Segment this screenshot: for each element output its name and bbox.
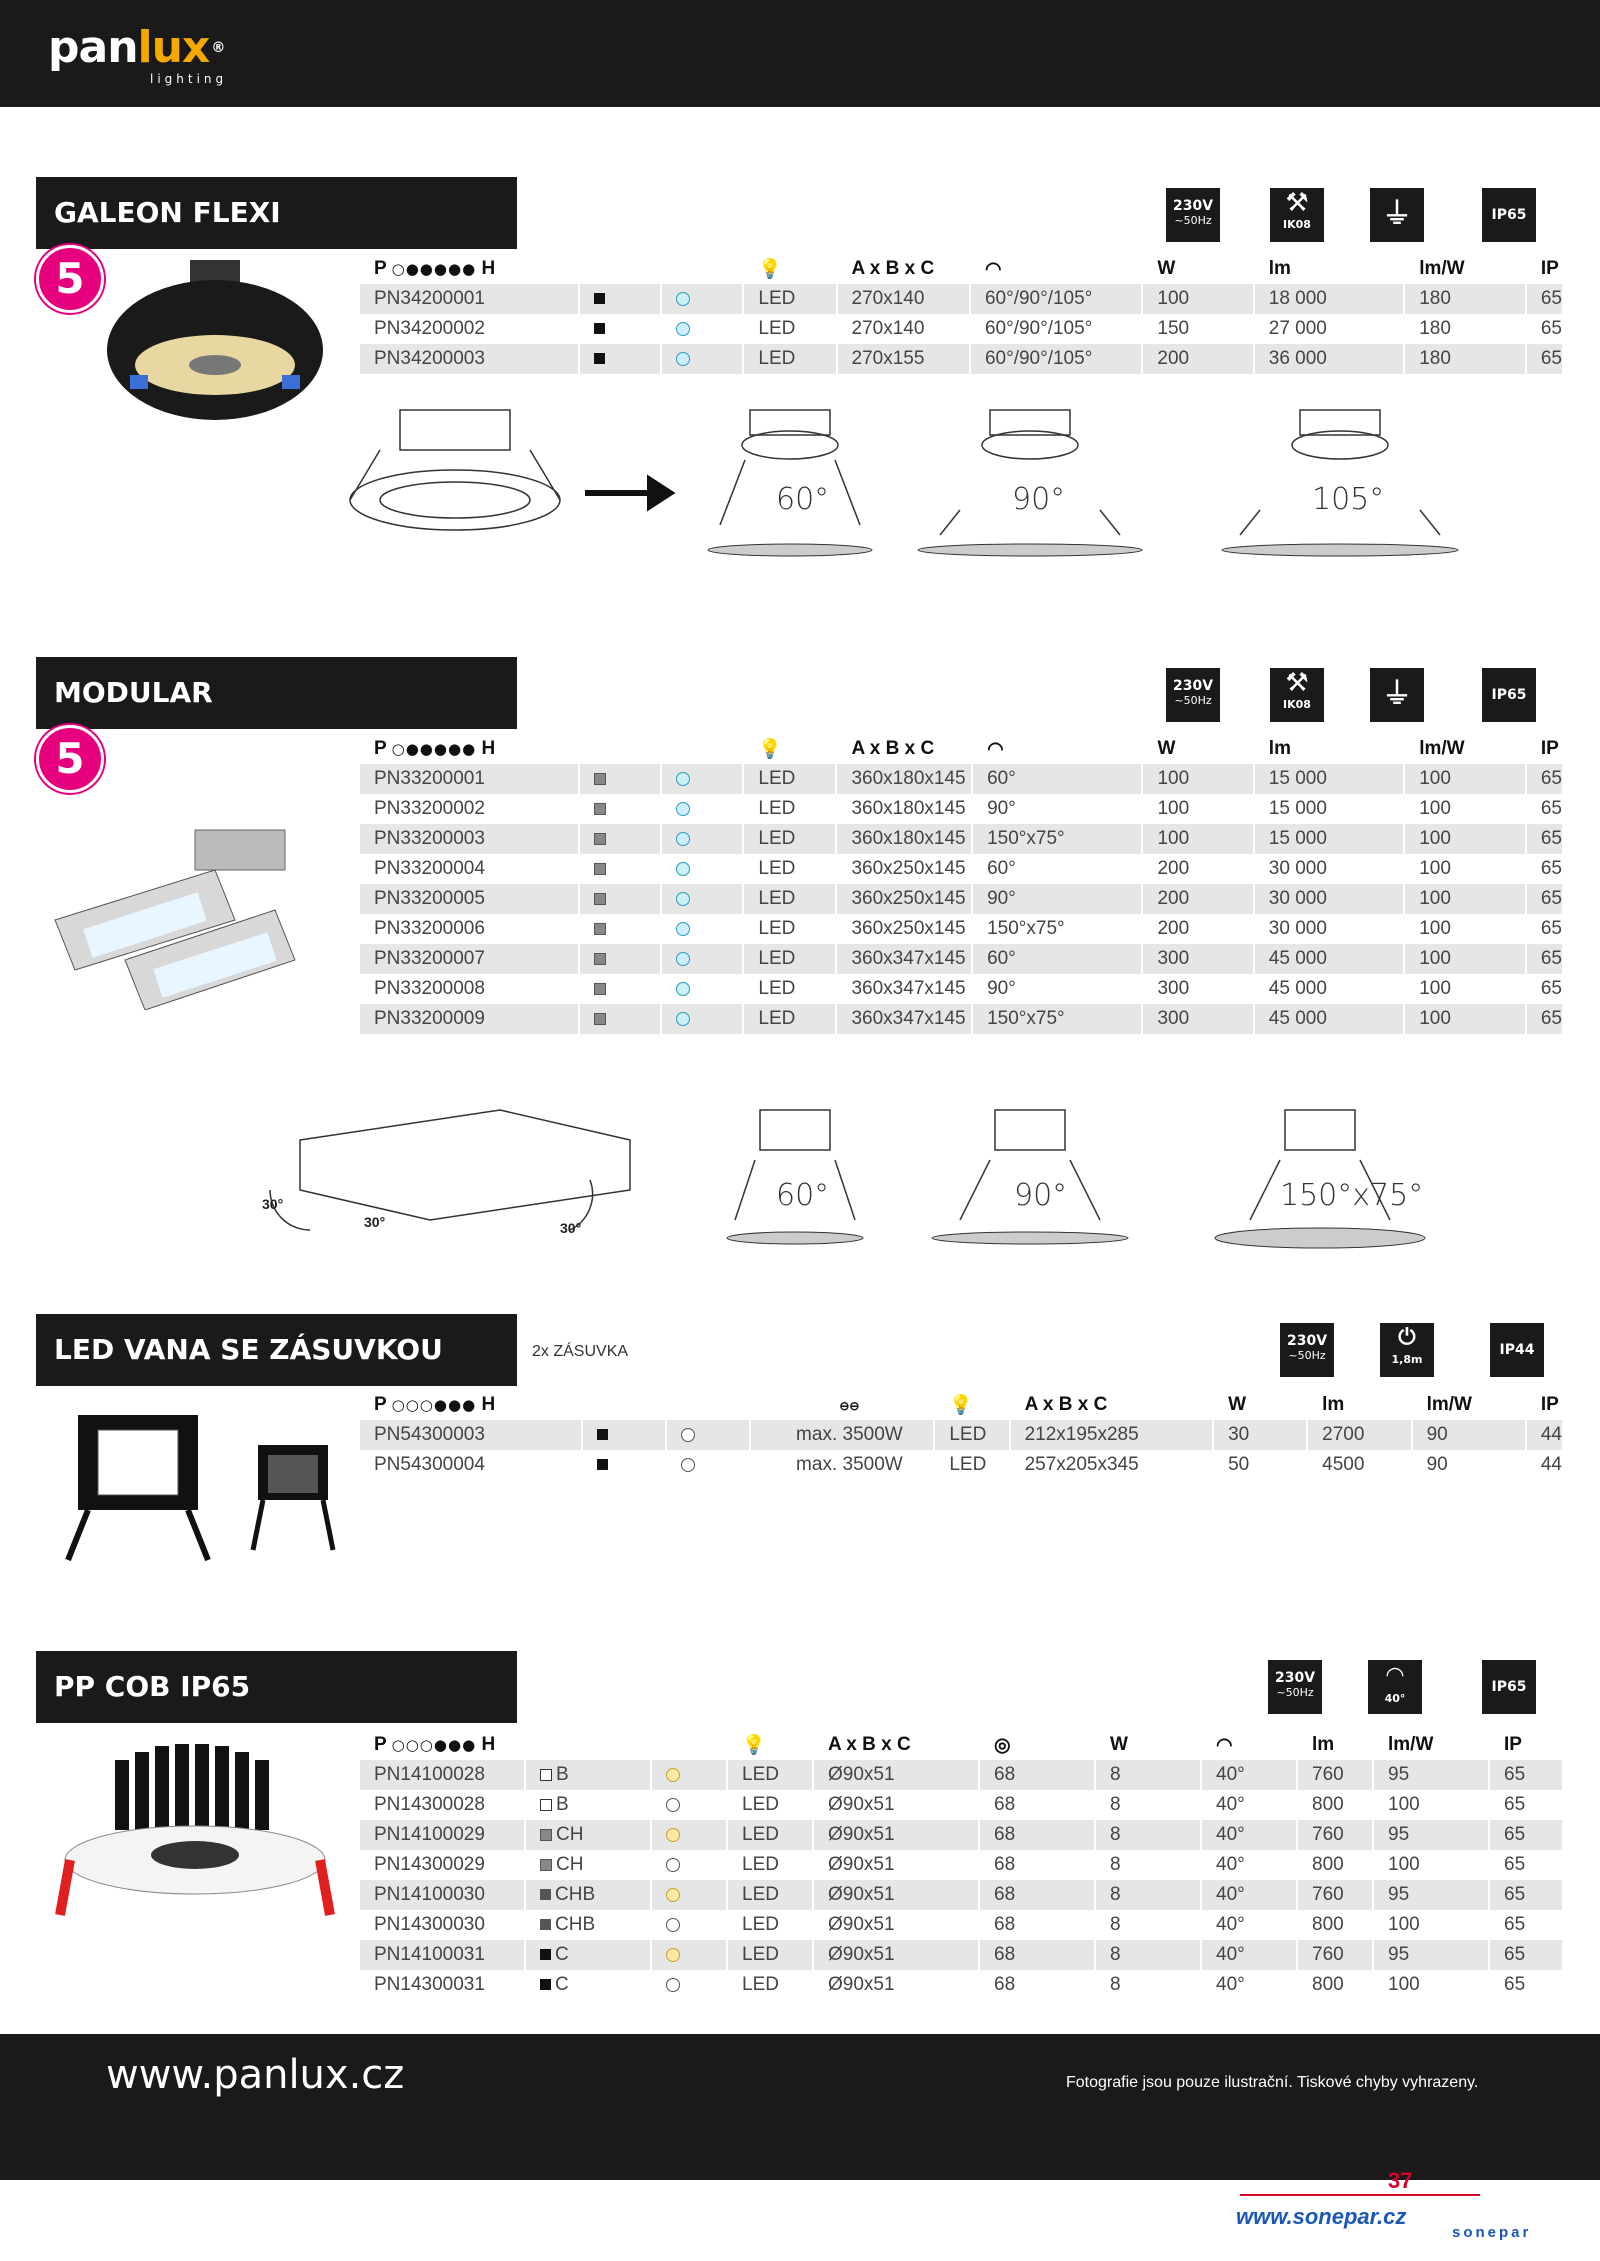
color-square: [594, 863, 606, 875]
color-square: [594, 953, 606, 965]
table-row: PN33200004 LED 360x250x145 60° 200 30 000 100 65: [359, 854, 1562, 884]
temp-scale-icon: ○○○●●●: [391, 1396, 477, 1414]
warranty-badge: 5: [36, 245, 104, 313]
temp-scale-icon: ○●●●●●: [391, 740, 477, 758]
cable-icon: ⏻ 1,8m: [1380, 1323, 1434, 1377]
table-header: P ○○○●●● H 💡 A x B x C ◎ W ◠ lm lm/W IP: [359, 1730, 1562, 1760]
rotation-label: 30°: [364, 1214, 386, 1230]
page-number-line: [1240, 2194, 1480, 2196]
table-row: PN33200005 LED 360x250x145 90° 200 30 000 100 65: [359, 884, 1562, 914]
table-row: PN14100029 CH LED Ø90x51 68 8 40° 760 95 65: [359, 1820, 1562, 1850]
beam-angle-icon: ◠: [987, 738, 1004, 760]
ik08-icon: ⚒ IK08: [1270, 668, 1324, 722]
color-temp-dot: [666, 1888, 680, 1902]
angle-label: 60°: [776, 482, 830, 517]
color-temp-dot: [676, 802, 690, 816]
beam-40-icon: ◠ 40°: [1368, 1660, 1422, 1714]
table-row: PN34200002 LED 270x140 60°/90°/105° 150 27 000 180 65: [359, 314, 1562, 344]
footer-bar: [0, 2034, 1600, 2180]
color-square: [594, 293, 605, 304]
footer-disclaimer: Fotografie jsou pouze ilustrační. Tiskové chyby vyhrazeny.: [1066, 2074, 1479, 2091]
table-row: PN33200002 LED 360x180x145 90° 100 15 000 100 65: [359, 794, 1562, 824]
ppcob-spec-table: [358, 1730, 1562, 2000]
color-temp-dot: [676, 892, 690, 906]
bulb-icon: 💡: [949, 1395, 974, 1416]
table-row: PN14300031 C LED Ø90x51 68 8 40° 800 100 65: [359, 1970, 1562, 2000]
rotation-label: 30°: [262, 1196, 284, 1212]
color-temp-dot: [666, 1948, 680, 1962]
color-temp-dot: [676, 832, 690, 846]
color-temp-dot: [676, 1012, 690, 1026]
color-square: [594, 893, 606, 905]
sonepar-logo: sonepar: [1452, 2224, 1532, 2241]
rotation-label: 30°: [560, 1220, 582, 1236]
color-square: [594, 353, 605, 364]
table-row: PN14300030 CHB LED Ø90x51 68 8 40° 800 100 65: [359, 1910, 1562, 1940]
color-temp-dot: [676, 952, 690, 966]
angle-label: 60°: [776, 1178, 830, 1213]
color-square: [540, 1799, 552, 1811]
vana-lamp-image: [58, 1400, 348, 1570]
color-temp-dot: [666, 1918, 680, 1932]
table-row: PN14100028 B LED Ø90x51 68 8 40° 760 95 65: [359, 1760, 1562, 1790]
bulb-icon: 💡: [742, 1735, 766, 1756]
modular-spec-table: [358, 734, 1562, 1034]
ip65-icon: IP65: [1482, 188, 1536, 242]
color-square: [540, 1889, 551, 1900]
bulb-icon: 💡: [758, 259, 783, 280]
vana-spec-table: [358, 1390, 1562, 1480]
voltage-icon: 230V ~50Hz: [1166, 188, 1220, 242]
color-temp-dot: [666, 1858, 680, 1872]
table-row: PN34200001 LED 270x140 60°/90°/105° 100 18 000 180 65: [359, 284, 1562, 314]
color-temp-dot: [666, 1828, 680, 1842]
section-title-vana: LED VANA SE ZÁSUVKOU: [36, 1314, 517, 1386]
beam-angle-icon: ◠: [984, 258, 1002, 280]
beam-angle-icon: ◠: [1216, 1734, 1233, 1756]
color-square: [540, 1919, 551, 1930]
socket-icon: ⊖⊖: [839, 1399, 860, 1413]
color-temp-dot: [681, 1458, 695, 1472]
ip65-icon: IP65: [1482, 1660, 1536, 1714]
color-square: [540, 1859, 552, 1871]
cutout-icon: ◎: [994, 1734, 1011, 1756]
color-temp-dot: [676, 922, 690, 936]
socket-note: 2x ZÁSUVKA: [532, 1343, 629, 1360]
earth-icon: ⏚: [1370, 668, 1424, 722]
ik08-icon: ⚒ IK08: [1270, 188, 1324, 242]
table-row: PN14100030 CHB LED Ø90x51 68 8 40° 760 95 65: [359, 1880, 1562, 1910]
color-square: [540, 1769, 552, 1781]
table-header: P ○○○●●● H ⊖⊖ 💡 A x B x C W lm lm/W IP: [359, 1390, 1562, 1420]
color-square: [594, 323, 605, 334]
table-row: PN33200007 LED 360x347x145 60° 300 45 000 100 65: [359, 944, 1562, 974]
color-square: [594, 983, 606, 995]
table-row: PN33200008 LED 360x347x145 90° 300 45 000 100 65: [359, 974, 1562, 1004]
voltage-icon: 230V ~50Hz: [1280, 1323, 1334, 1377]
ip44-icon: IP44: [1490, 1323, 1544, 1377]
angle-label: 90°: [1012, 482, 1066, 517]
voltage-icon: 230V ~50Hz: [1166, 668, 1220, 722]
color-temp-dot: [676, 862, 690, 876]
color-square: [540, 1979, 551, 1990]
panlux-logo: panlux ®: [48, 22, 225, 73]
color-square: [594, 923, 606, 935]
angle-label: 105°: [1312, 482, 1385, 517]
galeon-spec-table: [358, 254, 1562, 374]
table-row: PN33200009 LED 360x347x145 150°x75° 300 45 000 100 65: [359, 1004, 1562, 1034]
table-row: PN54300003 max. 3500W LED 212x195x285 30 2700 90 44: [359, 1420, 1562, 1450]
color-temp-dot: [666, 1798, 680, 1812]
color-square: [594, 833, 606, 845]
logo-subtitle: lighting: [150, 72, 228, 86]
table-row: PN54300004 max. 3500W LED 257x205x345 50 4500 90 44: [359, 1450, 1562, 1480]
table-row: PN14300029 CH LED Ø90x51 68 8 40° 800 100 65: [359, 1850, 1562, 1880]
color-square: [597, 1459, 608, 1470]
section-title-modular: MODULAR: [36, 657, 517, 729]
color-square: [594, 1013, 606, 1025]
warranty-badge: 5: [36, 725, 104, 793]
sonepar-url[interactable]: www.sonepar.cz: [1236, 2204, 1407, 2229]
ppcob-lamp-image: [55, 1740, 345, 1940]
page-number: 37: [1388, 2168, 1413, 2193]
modular-lamp-image: [45, 810, 345, 1010]
bulb-icon: 💡: [758, 739, 783, 760]
ip65-icon: IP65: [1482, 668, 1536, 722]
color-square: [540, 1829, 552, 1841]
temp-scale-icon: ○○○●●●: [391, 1736, 477, 1754]
voltage-icon: 230V ~50Hz: [1268, 1660, 1322, 1714]
modular-beam-diagram: [250, 1100, 1450, 1260]
color-temp-dot: [676, 982, 690, 996]
table-header: P ○●●●●● H 💡 A x B x C ◠ W lm lm/W IP: [359, 254, 1562, 284]
color-temp-dot: [676, 322, 690, 336]
table-row: PN14100031 C LED Ø90x51 68 8 40° 760 95 65: [359, 1940, 1562, 1970]
footer-url[interactable]: www.panlux.cz: [106, 2052, 405, 2098]
temp-scale-icon: ○●●●●●: [391, 260, 477, 278]
table-header: P ○●●●●● H 💡 A x B x C ◠ W lm lm/W IP: [359, 734, 1562, 764]
color-square: [594, 803, 606, 815]
color-temp-dot: [666, 1978, 680, 1992]
section-title-galeon: GALEON FLEXI: [36, 177, 517, 249]
top-bar: [0, 0, 1600, 107]
color-square: [594, 773, 606, 785]
table-row: PN14300028 B LED Ø90x51 68 8 40° 800 100 65: [359, 1790, 1562, 1820]
angle-label: 150°x75°: [1280, 1178, 1424, 1213]
galeon-lamp-image: [100, 255, 330, 435]
color-temp-dot: [681, 1428, 695, 1442]
color-square: [540, 1949, 551, 1960]
angle-label: 90°: [1014, 1178, 1068, 1213]
color-square: [597, 1429, 608, 1440]
section-title-ppcob: PP COB IP65: [36, 1651, 517, 1723]
color-temp-dot: [676, 772, 690, 786]
color-temp-dot: [676, 292, 690, 306]
table-row: PN33200001 LED 360x180x145 60° 100 15 000 100 65: [359, 764, 1562, 794]
galeon-beam-diagram: [340, 390, 1480, 570]
color-temp-dot: [666, 1768, 680, 1782]
table-row: PN33200006 LED 360x250x145 150°x75° 200 30 000 100 65: [359, 914, 1562, 944]
color-temp-dot: [676, 352, 690, 366]
table-row: PN33200003 LED 360x180x145 150°x75° 100 15 000 100 65: [359, 824, 1562, 854]
table-row: PN34200003 LED 270x155 60°/90°/105° 200 36 000 180 65: [359, 344, 1562, 374]
earth-icon: ⏚: [1370, 188, 1424, 242]
